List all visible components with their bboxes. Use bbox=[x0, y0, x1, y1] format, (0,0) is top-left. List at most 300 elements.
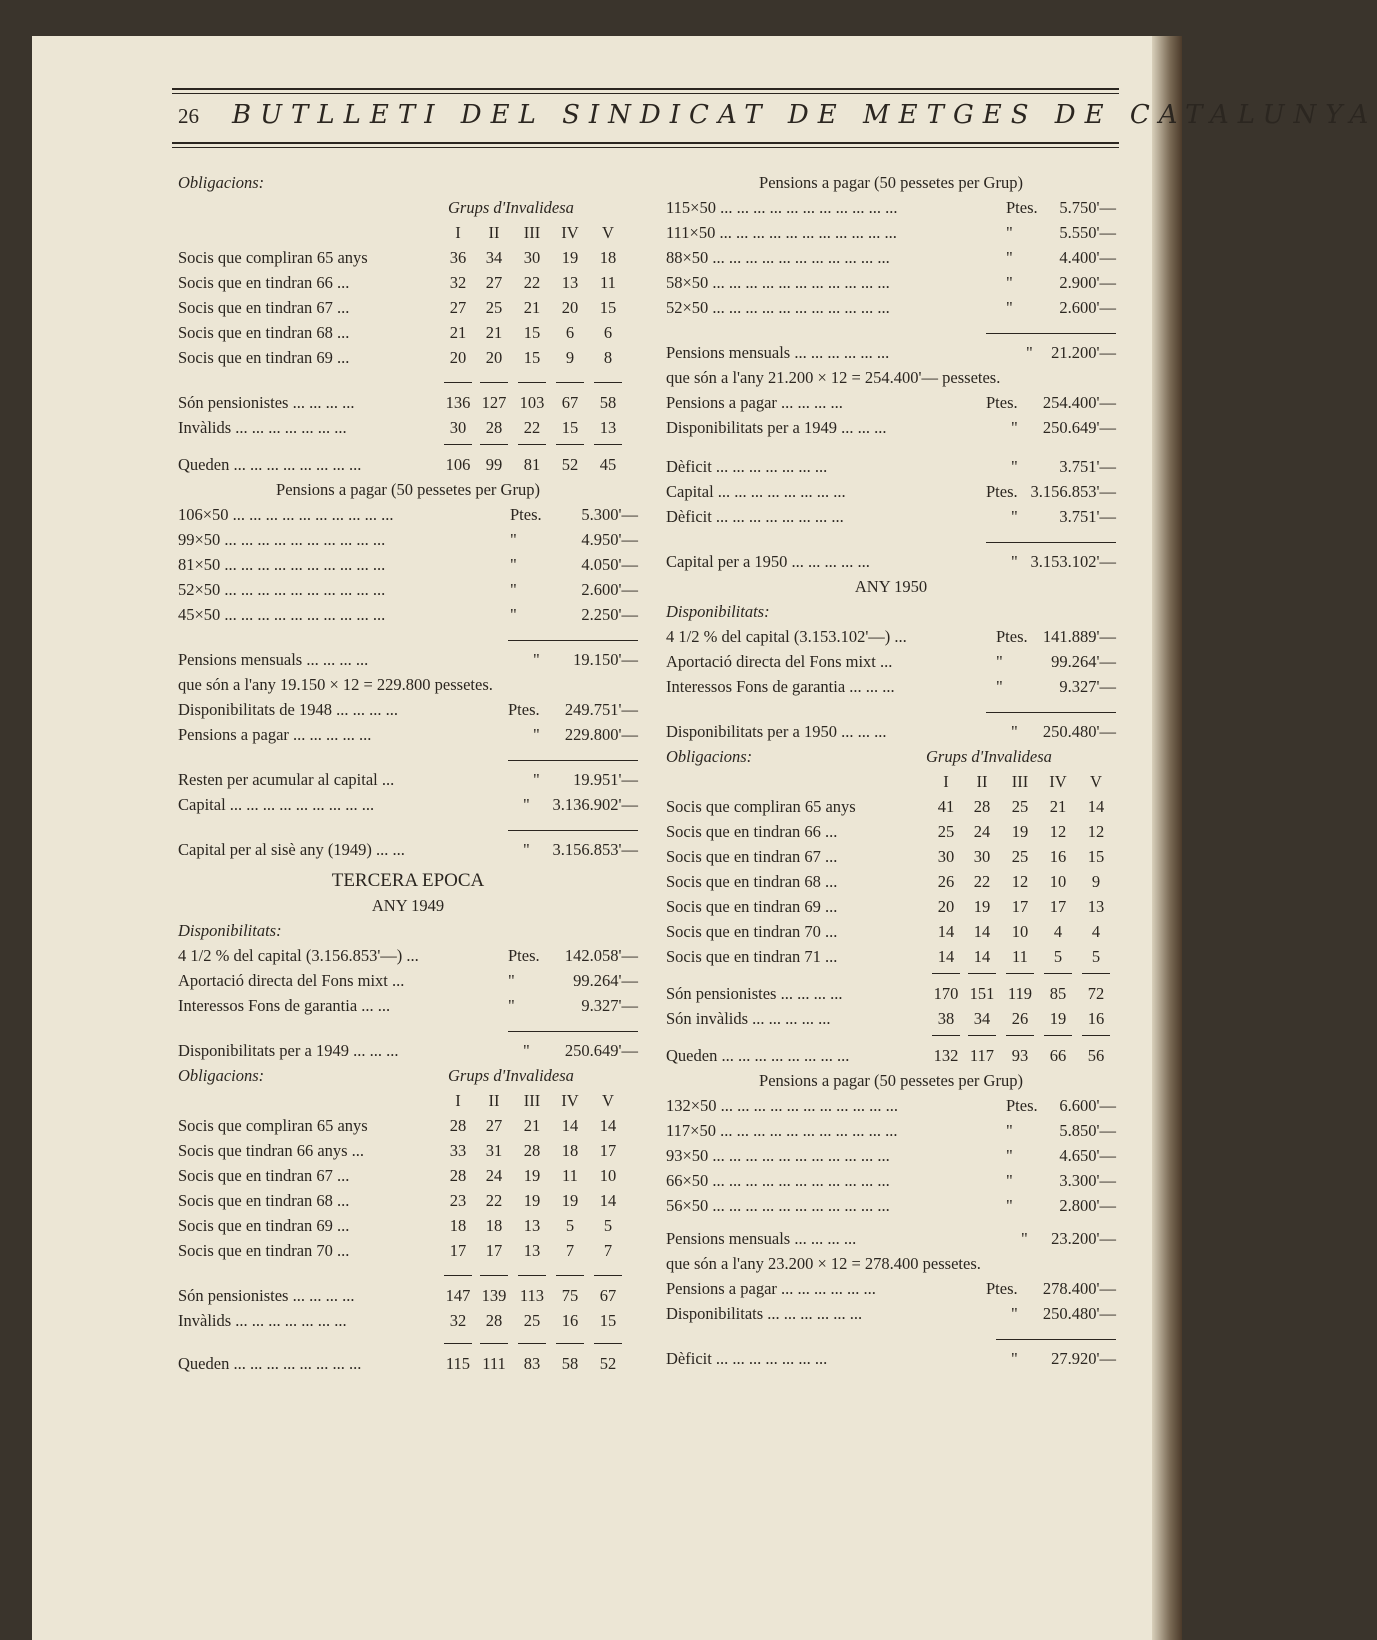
disp-1949-line-amount: 250.649'— bbox=[564, 1041, 638, 1060]
grid-rule-segment bbox=[556, 1343, 584, 1344]
pension-line-label: 111×50 ... ... ... ... ... ... ... ... ... ... ... bbox=[666, 223, 897, 242]
text-row bbox=[666, 454, 1116, 479]
grups2-row-value: 27 bbox=[485, 1116, 503, 1135]
capital-line-amount: 3.156.853'— bbox=[1030, 482, 1116, 501]
grid-rule-segment bbox=[444, 382, 472, 383]
mensuals-line-currency: " bbox=[1026, 343, 1033, 362]
queden-row-value: 132 bbox=[933, 1046, 959, 1065]
grups-row-value: 12 bbox=[1011, 872, 1029, 891]
any-1949-heading: ANY 1949 bbox=[371, 896, 445, 915]
grups-row-value: 4 bbox=[1091, 922, 1101, 941]
pension2-line-amount: 6.600'— bbox=[1059, 1096, 1116, 1115]
disp-line-label: 4 1/2 % del capital (3.156.853'—) ... bbox=[178, 946, 419, 965]
spacer bbox=[666, 440, 1116, 454]
pensionistes2-row-value: 75 bbox=[561, 1286, 579, 1305]
text-row bbox=[178, 1308, 638, 1333]
grups-row-value: 4 bbox=[1053, 922, 1063, 941]
grups-row-value: 15 bbox=[1087, 847, 1105, 866]
invalids-row-value: 28 bbox=[485, 418, 503, 437]
disp-line-label: Interessos Fons de garantia ... ... ... bbox=[666, 677, 895, 696]
grid-rule-segment bbox=[518, 1343, 546, 1344]
pensions-pagar2-line-label: Pensions a pagar ... ... ... ... ... ... bbox=[666, 1279, 876, 1298]
text-row bbox=[666, 794, 1116, 819]
disp-line-amount: 99.264'— bbox=[573, 971, 638, 990]
invalids2-row-value: 15 bbox=[599, 1311, 617, 1330]
grups-row-value: 25 bbox=[937, 822, 955, 841]
disp-line-amount: 141.889'— bbox=[1042, 627, 1116, 646]
obligacions-title: Obligacions: bbox=[666, 747, 753, 766]
grid-rule bbox=[178, 378, 638, 390]
annual-sentence: que són a l'any 21.200 × 12 = 254.400'— pessetes. bbox=[666, 368, 1001, 387]
text-row bbox=[666, 504, 1116, 529]
text-row bbox=[178, 502, 638, 527]
grups-row-value: 15 bbox=[523, 323, 541, 342]
pension-line-currency: " bbox=[1006, 298, 1013, 317]
queden2-row-value: 58 bbox=[561, 1354, 579, 1373]
pension-line-label: 58×50 ... ... ... ... ... ... ... ... ... ... ... bbox=[666, 273, 890, 292]
text-row bbox=[666, 365, 1116, 390]
spacer bbox=[178, 627, 638, 635]
deficit-line-currency: " bbox=[1011, 507, 1018, 526]
pension-line-currency: " bbox=[1006, 248, 1013, 267]
text-row bbox=[178, 270, 638, 295]
grups-row-label: Socis que en tindran 70 ... bbox=[666, 922, 838, 941]
pensions-pagar-line-label: Pensions a pagar ... ... ... ... ... bbox=[178, 725, 372, 744]
grups-row-value: 9 bbox=[565, 348, 575, 367]
grups-row-value: 32 bbox=[449, 273, 467, 292]
grups-row-value: 21 bbox=[485, 323, 503, 342]
mensuals2-line-amount: 23.200'— bbox=[1051, 1229, 1116, 1248]
disp-line-amount: 99.264'— bbox=[1051, 652, 1116, 671]
sum-rule-line bbox=[508, 640, 638, 641]
pension-line-currency: " bbox=[510, 555, 517, 574]
text-row bbox=[666, 744, 1116, 769]
text-row bbox=[178, 390, 638, 415]
grups-row-value: 27 bbox=[485, 273, 503, 292]
pensions2-title: Pensions a pagar (50 pessetes per Grup) bbox=[759, 1071, 1023, 1090]
text-row bbox=[178, 722, 638, 747]
pensionistes-row-value: 103 bbox=[519, 393, 545, 412]
pensionistes2-row-value: 139 bbox=[481, 1286, 507, 1305]
grups-row-value: 14 bbox=[1087, 797, 1105, 816]
pensionistes2-row-value: 113 bbox=[519, 1286, 545, 1305]
disp-line-label: Interessos Fons de garantia ... ... bbox=[178, 996, 391, 1015]
journal-title: BUTLLETI DEL SINDICAT DE METGES DE CATALUNYA bbox=[232, 100, 1377, 130]
pension2-line-amount: 3.300'— bbox=[1059, 1171, 1116, 1190]
grid-rule-segment bbox=[556, 382, 584, 383]
mensuals-line-amount: 21.200'— bbox=[1051, 343, 1116, 362]
disp-line-currency: Ptes. bbox=[508, 946, 540, 965]
text-row bbox=[666, 944, 1116, 969]
sum-rule-line bbox=[508, 830, 638, 831]
invalids-row-value: 26 bbox=[1011, 1009, 1029, 1028]
queden-row-value: 99 bbox=[485, 455, 503, 474]
grid-rule-segment bbox=[1006, 1035, 1034, 1036]
pensions-title: Pensions a pagar (50 pessetes per Grup) bbox=[759, 173, 1023, 192]
disp-1948-line-currency: Ptes. bbox=[508, 700, 540, 719]
disp-line-amount: 9.327'— bbox=[1059, 677, 1116, 696]
text-row bbox=[666, 390, 1116, 415]
pensions-pagar-line-amount: 229.800'— bbox=[564, 725, 638, 744]
sum-rule bbox=[666, 328, 1116, 340]
text-row bbox=[666, 844, 1116, 869]
queden-row-label: Queden ... ... ... ... ... ... ... ... bbox=[666, 1046, 850, 1065]
grups-row-value: 25 bbox=[485, 298, 503, 317]
grid-rule-segment bbox=[518, 382, 546, 383]
resten-line-amount: 19.951'— bbox=[573, 770, 638, 789]
grups-row-label: Socis que en tindran 68 ... bbox=[178, 323, 350, 342]
text-row bbox=[178, 245, 638, 270]
grups-row-value: 21 bbox=[523, 298, 541, 317]
disp2-line-currency: " bbox=[1011, 1304, 1018, 1323]
grups2-row-value: 28 bbox=[449, 1166, 467, 1185]
pension-line-currency: " bbox=[1006, 223, 1013, 242]
grups-row-value: 6 bbox=[603, 323, 613, 342]
grid-rule-segment bbox=[480, 1343, 508, 1344]
pensionistes-row-label: Són pensionistes ... ... ... ... bbox=[666, 984, 843, 1003]
grid-rule-segment bbox=[594, 382, 622, 383]
deficit-line-amount: 3.751'— bbox=[1059, 507, 1116, 526]
text-row bbox=[178, 477, 638, 502]
text-row bbox=[666, 981, 1116, 1006]
grid-rule-segment bbox=[444, 444, 472, 445]
disponibilitats-title: Disponibilitats: bbox=[178, 921, 282, 940]
pension2-line-label: 56×50 ... ... ... ... ... ... ... ... ... ... ... bbox=[666, 1196, 890, 1215]
capital-1950-line-label: Capital per a 1950 ... ... ... ... ... bbox=[666, 552, 870, 571]
spacer bbox=[178, 1018, 638, 1026]
capital-line-label: Capital ... ... ... ... ... ... ... ... ... bbox=[178, 795, 375, 814]
sum-rule-line bbox=[986, 333, 1116, 334]
queden2-row-value: 111 bbox=[482, 1354, 506, 1373]
grups-row-value: 15 bbox=[523, 348, 541, 367]
book-spine bbox=[1152, 36, 1182, 1640]
disp-line-currency: " bbox=[996, 677, 1003, 696]
grups-row-value: 25 bbox=[1011, 797, 1029, 816]
grid-rule-segment bbox=[480, 444, 508, 445]
deficit-line-currency: " bbox=[1011, 457, 1018, 476]
grups2-row-label: Socis que en tindran 68 ... bbox=[178, 1191, 350, 1210]
disp-line-currency: " bbox=[508, 996, 515, 1015]
grups2-row-value: 14 bbox=[599, 1191, 617, 1210]
pension2-line-amount: 2.800'— bbox=[1059, 1196, 1116, 1215]
text-row bbox=[666, 1276, 1116, 1301]
spacer bbox=[666, 1218, 1116, 1226]
grups-col-header: III bbox=[523, 1091, 541, 1110]
queden2-row-value: 52 bbox=[599, 1354, 617, 1373]
grups-row-label: Socis que compliran 65 anys bbox=[666, 797, 856, 816]
grups-row-value: 22 bbox=[973, 872, 991, 891]
mensuals-line-amount: 19.150'— bbox=[573, 650, 638, 669]
grups-row-value: 15 bbox=[599, 298, 617, 317]
capital-line-label: Capital ... ... ... ... ... ... ... ... bbox=[666, 482, 846, 501]
pension2-line-currency: " bbox=[1006, 1121, 1013, 1140]
pension-line-currency: " bbox=[1006, 273, 1013, 292]
deficit-line-label: Dèficit ... ... ... ... ... ... ... ... bbox=[666, 507, 844, 526]
text-row bbox=[666, 1168, 1116, 1193]
grups2-row-value: 17 bbox=[449, 1241, 467, 1260]
grid-rule-segment bbox=[594, 444, 622, 445]
invalids2-row-label: Invàlids ... ... ... ... ... ... ... bbox=[178, 1311, 347, 1330]
page-number: 26 bbox=[178, 104, 199, 128]
grups-row-label: Socis que en tindran 67 ... bbox=[666, 847, 838, 866]
grups-row-value: 8 bbox=[603, 348, 613, 367]
pension-line-amount: 5.300'— bbox=[581, 505, 638, 524]
invalids-row-value: 38 bbox=[937, 1009, 955, 1028]
disp-line-currency: " bbox=[508, 971, 515, 990]
text-row bbox=[666, 220, 1116, 245]
text-row bbox=[666, 624, 1116, 649]
grid-rule-segment bbox=[556, 1275, 584, 1276]
sum-rule-line bbox=[508, 760, 638, 761]
grups-row-value: 21 bbox=[449, 323, 467, 342]
sum-rule-line bbox=[986, 542, 1116, 543]
grups2-row-value: 19 bbox=[523, 1191, 541, 1210]
grups2-row-value: 13 bbox=[523, 1241, 541, 1260]
pension-line-label: 45×50 ... ... ... ... ... ... ... ... ... ... bbox=[178, 605, 386, 624]
disp-line-label: 4 1/2 % del capital (3.153.102'—) ... bbox=[666, 627, 907, 646]
grups2-row-label: Socis que tindran 66 anys ... bbox=[178, 1141, 365, 1160]
text-row bbox=[666, 549, 1116, 574]
grid-rule-segment bbox=[1082, 1035, 1110, 1036]
grid-rule-segment bbox=[480, 382, 508, 383]
text-row bbox=[178, 1188, 638, 1213]
disp-1950-line-amount: 250.480'— bbox=[1042, 722, 1116, 741]
pensionistes2-row-label: Són pensionistes ... ... ... ... bbox=[178, 1286, 355, 1305]
sum-rule bbox=[666, 707, 1116, 719]
text-row bbox=[666, 415, 1116, 440]
pensionistes-row-value: 170 bbox=[933, 984, 959, 1003]
grid-rule-segment bbox=[518, 1275, 546, 1276]
grups-row-value: 16 bbox=[1049, 847, 1067, 866]
grid-rule-segment bbox=[932, 1035, 960, 1036]
text-row bbox=[666, 1226, 1116, 1251]
invalids-row-value: 15 bbox=[561, 418, 579, 437]
text-row bbox=[178, 195, 638, 220]
pension2-line-currency: " bbox=[1006, 1146, 1013, 1165]
invalids-row-value: 30 bbox=[449, 418, 467, 437]
pension-line-amount: 4.050'— bbox=[581, 555, 638, 574]
grid-rule bbox=[178, 1271, 638, 1283]
capital-sise-line-label: Capital per al sisè any (1949) ... ... bbox=[178, 840, 405, 859]
capital-line-currency: " bbox=[523, 795, 530, 814]
grups2-row-value: 11 bbox=[562, 1166, 578, 1185]
pension-line-amount: 5.750'— bbox=[1059, 198, 1116, 217]
text-row bbox=[178, 1038, 638, 1063]
text-row bbox=[178, 170, 638, 195]
text-row bbox=[178, 1351, 638, 1376]
pensionistes-row-value: 119 bbox=[1007, 984, 1033, 1003]
invalids-row-value: 13 bbox=[599, 418, 617, 437]
grups-row-value: 26 bbox=[937, 872, 955, 891]
text-row bbox=[178, 295, 638, 320]
spacer bbox=[178, 370, 638, 378]
grups-row-value: 19 bbox=[973, 897, 991, 916]
disp2-line-label: Disponibilitats ... ... ... ... ... ... bbox=[666, 1304, 863, 1323]
grups-row-value: 14 bbox=[973, 922, 991, 941]
grups2-row-value: 18 bbox=[485, 1216, 503, 1235]
annual-sentence-2: que són a l'any 23.200 × 12 = 278.400 pessetes. bbox=[666, 1254, 981, 1273]
invalids-row-label: Invàlids ... ... ... ... ... ... ... bbox=[178, 418, 347, 437]
pensions-pagar-line-label: Pensions a pagar ... ... ... ... bbox=[666, 393, 843, 412]
grups-row-label: Socis que en tindran 66 ... bbox=[666, 822, 838, 841]
grups-col-header: II bbox=[488, 1091, 500, 1110]
text-row bbox=[178, 767, 638, 792]
grups-col-header: II bbox=[976, 772, 988, 791]
invalids2-row-value: 32 bbox=[449, 1311, 467, 1330]
queden-row-value: 93 bbox=[1011, 1046, 1029, 1065]
pensions-pagar-line-currency: Ptes. bbox=[986, 393, 1018, 412]
grups-row-value: 20 bbox=[485, 348, 503, 367]
text-row bbox=[178, 918, 638, 943]
spacer bbox=[666, 699, 1116, 707]
grups-row-value: 24 bbox=[973, 822, 991, 841]
grups-title: Grups d'Invalidesa bbox=[448, 198, 574, 217]
disp-1949-line-amount: 250.649'— bbox=[1042, 418, 1116, 437]
text-row bbox=[178, 1063, 638, 1088]
grups-row-label: Socis que en tindran 69 ... bbox=[178, 348, 350, 367]
pension2-line-currency: " bbox=[1006, 1196, 1013, 1215]
disp-1950-line-currency: " bbox=[1011, 722, 1018, 741]
resten-line-label: Resten per acumular al capital ... bbox=[178, 770, 395, 789]
queden-row-label: Queden ... ... ... ... ... ... ... ... bbox=[178, 455, 362, 474]
deficit-line-label: Dèficit ... ... ... ... ... ... ... bbox=[666, 457, 828, 476]
grups-row-value: 5 bbox=[1091, 947, 1101, 966]
grups2-row-value: 28 bbox=[523, 1141, 541, 1160]
text-row bbox=[666, 195, 1116, 220]
capital-1950-line-currency: " bbox=[1011, 552, 1018, 571]
grid-rule bbox=[666, 1031, 1116, 1043]
sum-rule bbox=[178, 825, 638, 837]
grups-row-value: 14 bbox=[973, 947, 991, 966]
grups-col-header: IV bbox=[561, 223, 579, 242]
grups2-row-value: 19 bbox=[523, 1166, 541, 1185]
text-row bbox=[666, 919, 1116, 944]
text-row bbox=[178, 968, 638, 993]
invalids-row-value: 16 bbox=[1087, 1009, 1105, 1028]
grups2-row-value: 14 bbox=[561, 1116, 579, 1135]
grups2-row-value: 21 bbox=[523, 1116, 541, 1135]
text-row bbox=[178, 1283, 638, 1308]
text-row bbox=[178, 220, 638, 245]
grups2-row-label: Socis que en tindran 67 ... bbox=[178, 1166, 350, 1185]
grid-rule-segment bbox=[1006, 973, 1034, 974]
text-row bbox=[178, 1238, 638, 1263]
grups-row-value: 17 bbox=[1011, 897, 1029, 916]
pensionistes-row-value: 151 bbox=[969, 984, 995, 1003]
grups2-row-value: 22 bbox=[485, 1191, 503, 1210]
capital-line-amount: 3.136.902'— bbox=[552, 795, 638, 814]
pension-line-currency: " bbox=[510, 580, 517, 599]
obligacions-title: Obligacions: bbox=[178, 173, 265, 192]
annual-sentence: que són a l'any 19.150 × 12 = 229.800 pessetes. bbox=[178, 675, 493, 694]
pension-line-amount: 2.600'— bbox=[581, 580, 638, 599]
pensions-pagar2-line-amount: 278.400'— bbox=[1042, 1279, 1116, 1298]
pensionistes-row-value: 58 bbox=[599, 393, 617, 412]
left-column bbox=[178, 170, 638, 1376]
grups-row-label: Socis que en tindran 69 ... bbox=[666, 897, 838, 916]
pension-line-amount: 2.250'— bbox=[581, 605, 638, 624]
text-row bbox=[178, 527, 638, 552]
grups-col-header: IV bbox=[1049, 772, 1067, 791]
pension-line-label: 52×50 ... ... ... ... ... ... ... ... ... ... ... bbox=[666, 298, 890, 317]
text-row bbox=[178, 697, 638, 722]
mensuals-line-label: Pensions mensuals ... ... ... ... bbox=[178, 650, 369, 669]
spacer bbox=[666, 1326, 1116, 1334]
sum-rule bbox=[178, 755, 638, 767]
grid-rule-segment bbox=[1044, 973, 1072, 974]
grups-row-value: 10 bbox=[1049, 872, 1067, 891]
text-row bbox=[666, 295, 1116, 320]
disp-1949-line-currency: " bbox=[1011, 418, 1018, 437]
grups-row-value: 30 bbox=[523, 248, 541, 267]
queden-row-value: 81 bbox=[523, 455, 541, 474]
grid-rule-segment bbox=[968, 1035, 996, 1036]
grups2-row-value: 17 bbox=[599, 1141, 617, 1160]
text-row bbox=[666, 340, 1116, 365]
pensionistes-row-value: 72 bbox=[1087, 984, 1105, 1003]
mensuals-line-label: Pensions mensuals ... ... ... ... ... ... bbox=[666, 343, 890, 362]
pension2-line-label: 66×50 ... ... ... ... ... ... ... ... ... ... ... bbox=[666, 1171, 890, 1190]
pension2-line-label: 132×50 ... ... ... ... ... ... ... ... ... ... ... bbox=[666, 1096, 899, 1115]
grups-row-value: 9 bbox=[1091, 872, 1101, 891]
queden-row-value: 117 bbox=[969, 1046, 995, 1065]
invalids2-row-value: 28 bbox=[485, 1311, 503, 1330]
deficit3-line-amount: 27.920'— bbox=[1051, 1349, 1116, 1368]
sum-rule-line bbox=[986, 712, 1116, 713]
grups-row-label: Socis que compliran 65 anys bbox=[178, 248, 368, 267]
grid-rule-segment bbox=[594, 1343, 622, 1344]
spacer bbox=[666, 320, 1116, 328]
text-row bbox=[178, 647, 638, 672]
capital-sise-line-currency: " bbox=[523, 840, 530, 859]
grups-row-value: 20 bbox=[449, 348, 467, 367]
text-row bbox=[666, 1143, 1116, 1168]
grups-row-value: 14 bbox=[937, 947, 955, 966]
grups2-row-label: Socis que compliran 65 anys bbox=[178, 1116, 368, 1135]
text-row bbox=[666, 574, 1116, 599]
grups2-row-value: 5 bbox=[603, 1216, 613, 1235]
grups-row-value: 5 bbox=[1053, 947, 1063, 966]
text-row bbox=[666, 1118, 1116, 1143]
grups-col-header: I bbox=[455, 223, 461, 242]
text-row bbox=[178, 943, 638, 968]
pension2-line-currency: Ptes. bbox=[1006, 1096, 1038, 1115]
text-row bbox=[666, 270, 1116, 295]
grid-rule-segment bbox=[1044, 1035, 1072, 1036]
grups2-row-value: 24 bbox=[485, 1166, 503, 1185]
queden-row-value: 56 bbox=[1087, 1046, 1105, 1065]
grid-rule-segment bbox=[932, 973, 960, 974]
invalids-row-value: 34 bbox=[973, 1009, 991, 1028]
invalids-row-value: 22 bbox=[523, 418, 541, 437]
pension-line-label: 115×50 ... ... ... ... ... ... ... ... ... ... ... bbox=[666, 198, 898, 217]
grups2-row-value: 17 bbox=[485, 1241, 503, 1260]
disp-1949-line-currency: " bbox=[523, 1041, 530, 1060]
queden2-row-label: Queden ... ... ... ... ... ... ... ... bbox=[178, 1354, 362, 1373]
grups2-row-value: 18 bbox=[561, 1141, 579, 1160]
capital-sise-line-amount: 3.156.853'— bbox=[552, 840, 638, 859]
grid-rule-segment bbox=[518, 444, 546, 445]
text-row bbox=[666, 479, 1116, 504]
grid-rule-segment bbox=[556, 444, 584, 445]
text-row bbox=[666, 769, 1116, 794]
pensions-pagar2-line-currency: Ptes. bbox=[986, 1279, 1018, 1298]
text-row bbox=[666, 869, 1116, 894]
grups-row-value: 25 bbox=[1011, 847, 1029, 866]
grups2-row-value: 18 bbox=[449, 1216, 467, 1235]
pensionistes-row-label: Són pensionistes ... ... ... ... bbox=[178, 393, 355, 412]
capital-line-currency: Ptes. bbox=[986, 482, 1018, 501]
